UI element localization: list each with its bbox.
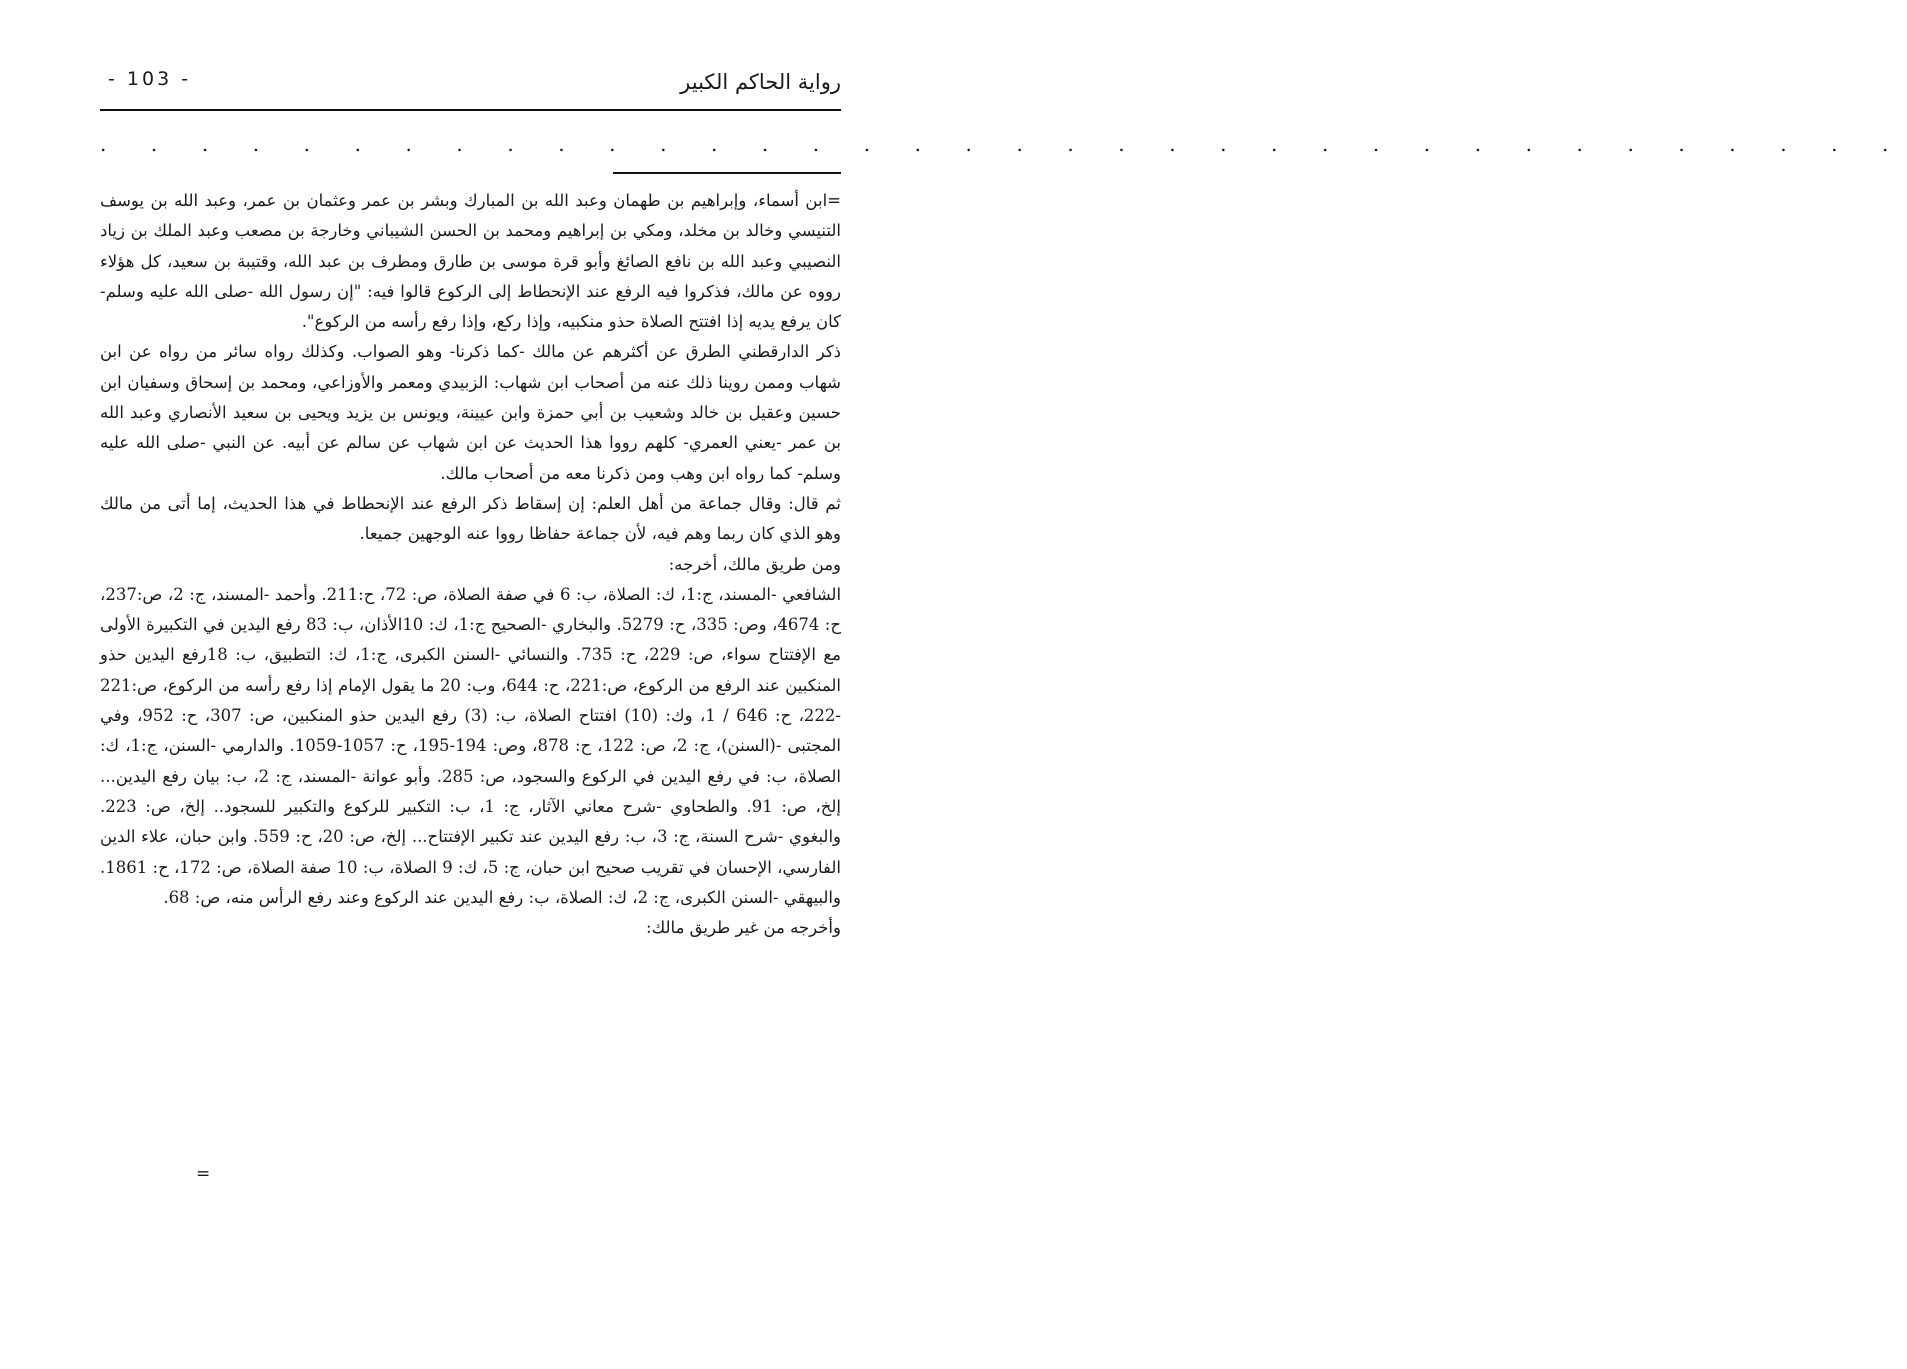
footnote-paragraph-narrators: =ابن أسماء، وإبراهيم بن طهمان وعبد الله بن المبارك وبشر بن عمر وعثمان بن عمر، وعبد الله بن يوسف التنيسي وخالد بن مخلد، ومكي بن إبراهيم ومحمد بن الحسن الشيباني وخارجة بن مصعب وعبد الملك بن زياد النصيبي وعبد الله بن نافع الصائغ وأبو قرة موسى بن طارق ومطرف بن عبد الله، وقتيبة بن سعيد، كل هؤلاء رووه عن مالك، فذكروا فيه الرفع عند الإنحطاط إلى الركوع قالوا فيه: "إن رسول الله -صلى الله عليه وسلم- كان يرفع يديه إذا افتتح الصلاة حذو منكبيه، وإذا ركع، وإذا رفع رأسه من الركوع". bbox=[100, 191, 841, 332]
header-rule bbox=[100, 109, 841, 111]
footnote-paragraph-scholars: ثم قال: وقال جماعة من أهل العلم: إن إسقاط ذكر الرفع عند الإنحطاط في هذا الحديث، إما أتى من مالك وهو الذي كان ربما وهم فيه، لأن جماعة حفاظا رووا عنه الوجهين جميعا. bbox=[100, 493, 841, 544]
footnote-separator bbox=[613, 172, 841, 174]
footnote-paragraph-malik-route: ومن طريق مالك، أخرجه: bbox=[668, 554, 841, 574]
footnote-paragraph-other-route: وأخرجه من غير طريق مالك: bbox=[646, 918, 841, 938]
footnote-paragraph-references: الشافعي -المسند، ج:1، ك: الصلاة، ب: 6 في صفة الصلاة، ص: 72، ح:211. وأحمد -المسند، ج: 2، ص:237، ح: 4674، وص: 335، ح: 5279. والبخاري -الصحيح ج:1، ك: 10الأذان، ب: 83 رفع اليدين في التكبيرة الأولى مع الإفتتاح سواء، ص: 229، ح: 735. والنسائي -السنن الكبرى، ج:1، ك: التطبيق، ب: 18رفع اليدين حذو المنكبين عند الرفع من الركوع، ص:221، ح: 644، وب: 20 ما يقول الإمام إذا رفع رأسه من الركوع، ص:221 -222، ح: 646 / 1، وك: (10) افتتاح الصلاة، ب: (3) رفع اليدين حذو المنكبين، ص: 307، ح: 952، وفي المجتبى -(السنن)، ج: 2، ص: 122، ح: 878، وص: 194-195، ح: 1057-1059. والدارمي -السنن، ج:1، ك: الصلاة، ب: في رفع اليدين في الركوع والسجود، ص: 285. وأبو عوانة -المسند، ج: 2، ب: بيان رفع اليدين... إلخ، ص: 91. والطحاوي -شرح معاني الآثار، ج: 1، ب: التكبير للركوع والتكبير للسجود.. إلخ، ص: 223. والبغوي -شرح السنة، ج: 3، ب: رفع اليدين عند تكبير الإفتتاح... إلخ، ص: 20، ح: 559. وابن حبان، علاء الدين الفارسي، الإحسان في تقريب صحيح ابن حبان، ج: 5، ك: 9 الصلاة، ب: 10 صفة الصلاة، ص: 172، ح: 1861. والبيهقي -السنن الكبرى، ج: 2، ك: الصلاة، ب: رفع اليدين عند الركوع وعند رفع الرأس منه، ص: 68. bbox=[100, 584, 842, 907]
page-number: - 103 - bbox=[108, 68, 192, 90]
footnote-paragraph-daraqutni: ذكر الدارقطني الطرق عن أكثرهم عن مالك -كما ذكرنا- وهو الصواب. وكذلك رواه سائر من رواه عن ابن شهاب وممن روينا ذلك عنه من أصحاب ابن شهاب: الزبيدي ومعمر والأوزاعي، ومحمد بن إسحاق وسفيان ابن حسين وعقيل بن خالد وشعيب بن أبي حمزة وابن عيينة، ويونس بن يزيد ويحيى بن سعيد الأنصاري وعبد الله بن عمر -يعني العمري- كلهم رووا هذا الحديث عن ابن شهاب عن سالم عن أبيه. عن النبي -صلى الله عليه وسلم- كما رواه ابن وهب ومن ذكرنا معه من أصحاب مالك. bbox=[100, 342, 841, 483]
running-title: رواية الحاكم الكبير bbox=[680, 70, 841, 94]
page-header bbox=[100, 66, 841, 100]
footnote-body bbox=[100, 186, 841, 943]
omission-dots: . . . . . . . . . . . . . . . . . . . . . . . . . . . . . . . . . . . . bbox=[100, 132, 1907, 156]
continuation-mark: = bbox=[196, 1164, 211, 1184]
